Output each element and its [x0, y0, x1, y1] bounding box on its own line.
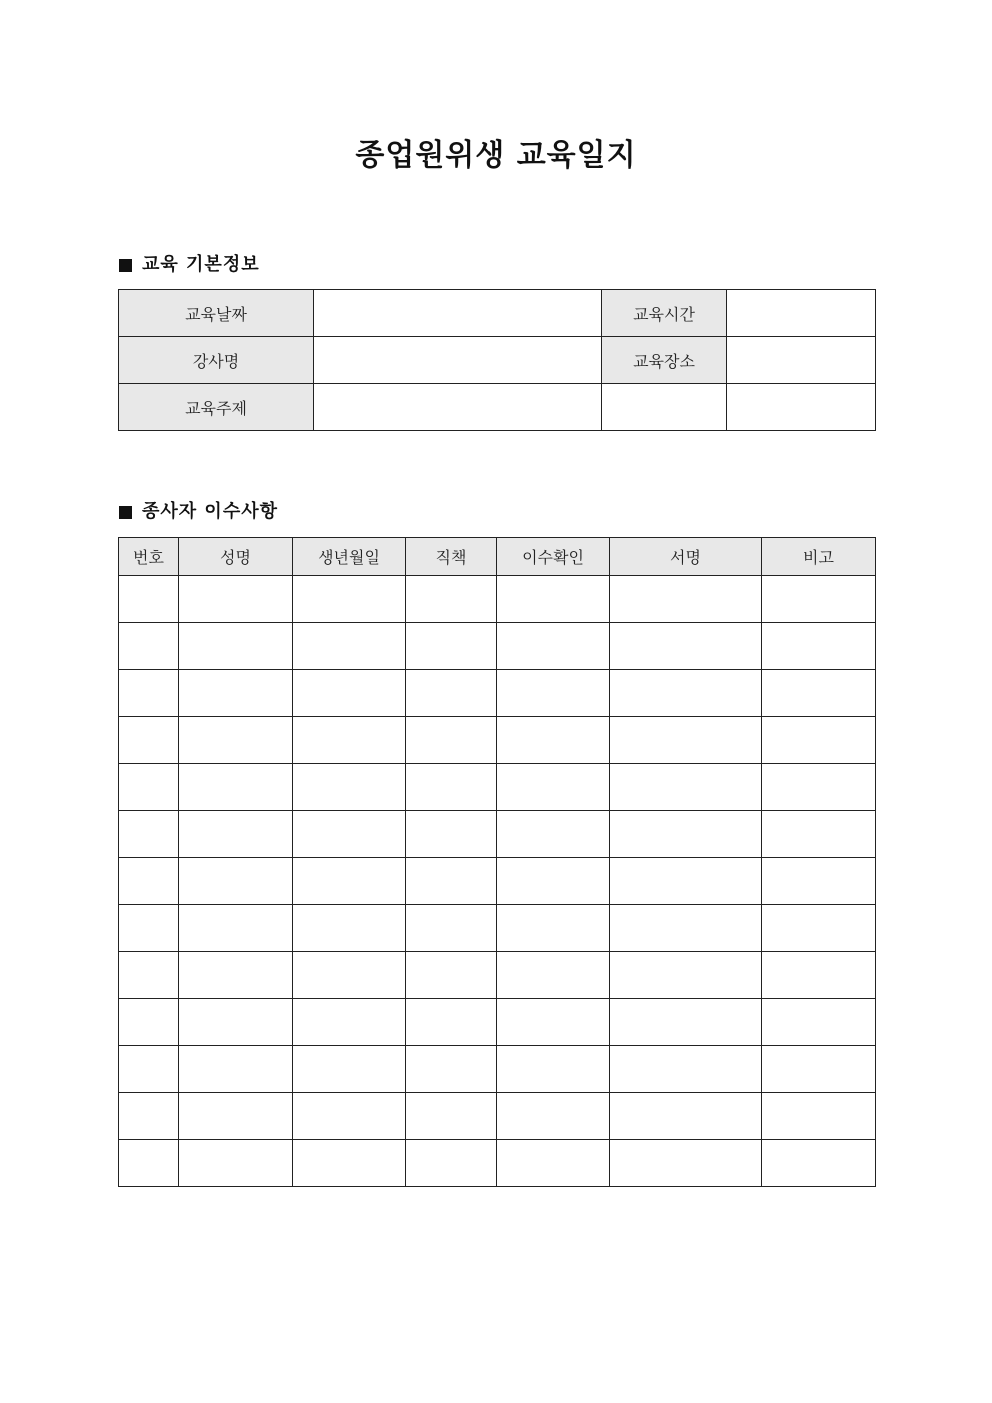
number-cell[interactable] — [119, 717, 179, 764]
signature-cell[interactable] — [610, 952, 762, 999]
number-cell[interactable] — [119, 764, 179, 811]
birthdate-cell[interactable] — [293, 1140, 406, 1187]
table-row — [119, 952, 876, 999]
column-header-signature: 서명 — [610, 538, 762, 576]
signature-cell[interactable] — [610, 999, 762, 1046]
completion-check-cell[interactable] — [497, 576, 610, 623]
position-cell[interactable] — [406, 999, 497, 1046]
birthdate-cell[interactable] — [293, 764, 406, 811]
completion-check-cell[interactable] — [497, 1046, 610, 1093]
table-row — [119, 764, 876, 811]
position-cell[interactable] — [406, 1046, 497, 1093]
number-cell[interactable] — [119, 811, 179, 858]
signature-cell[interactable] — [610, 576, 762, 623]
column-header-birthdate: 생년월일 — [293, 538, 406, 576]
instructor-name-field[interactable] — [314, 337, 602, 384]
position-cell[interactable] — [406, 623, 497, 670]
table-row — [119, 670, 876, 717]
birthdate-cell[interactable] — [293, 623, 406, 670]
number-cell[interactable] — [119, 1093, 179, 1140]
table-row — [119, 576, 876, 623]
birthdate-cell[interactable] — [293, 1093, 406, 1140]
label-education-place: 교육장소 — [602, 337, 727, 384]
signature-cell[interactable] — [610, 905, 762, 952]
completion-check-cell[interactable] — [497, 999, 610, 1046]
signature-cell[interactable] — [610, 858, 762, 905]
label-education-time: 교육시간 — [602, 290, 727, 337]
position-cell[interactable] — [406, 717, 497, 764]
basic-info-table — [118, 289, 876, 431]
name-cell[interactable] — [179, 811, 293, 858]
remarks-cell[interactable] — [762, 1140, 876, 1187]
number-cell[interactable] — [119, 576, 179, 623]
square-bullet-icon — [119, 259, 132, 272]
signature-cell[interactable] — [610, 1093, 762, 1140]
table-row — [119, 1093, 876, 1140]
signature-cell[interactable] — [610, 764, 762, 811]
table-row — [119, 290, 876, 337]
remarks-cell[interactable] — [762, 811, 876, 858]
name-cell[interactable] — [179, 576, 293, 623]
table-row — [119, 717, 876, 764]
number-cell[interactable] — [119, 623, 179, 670]
remarks-cell[interactable] — [762, 764, 876, 811]
table-row — [119, 384, 876, 431]
empty-cell[interactable] — [727, 384, 876, 431]
table-row — [119, 811, 876, 858]
name-cell[interactable] — [179, 670, 293, 717]
name-cell[interactable] — [179, 952, 293, 999]
education-place-field[interactable] — [727, 337, 876, 384]
birthdate-cell[interactable] — [293, 999, 406, 1046]
square-bullet-icon — [119, 506, 132, 519]
name-cell[interactable] — [179, 623, 293, 670]
column-header-name: 성명 — [179, 538, 293, 576]
section-heading-text: 교육 기본정보 — [142, 254, 260, 275]
completion-table — [118, 537, 876, 1187]
remarks-cell[interactable] — [762, 905, 876, 952]
section-heading-text: 종사자 이수사항 — [142, 501, 278, 522]
completion-check-cell[interactable] — [497, 952, 610, 999]
birthdate-cell[interactable] — [293, 717, 406, 764]
table-row — [119, 905, 876, 952]
remarks-cell[interactable] — [762, 670, 876, 717]
position-cell[interactable] — [406, 764, 497, 811]
remarks-cell[interactable] — [762, 1046, 876, 1093]
signature-cell[interactable] — [610, 1140, 762, 1187]
education-date-field[interactable] — [314, 290, 602, 337]
number-cell[interactable] — [119, 952, 179, 999]
section-heading-basic-info — [119, 253, 260, 277]
table-row — [119, 858, 876, 905]
remarks-cell[interactable] — [762, 952, 876, 999]
number-cell[interactable] — [119, 1140, 179, 1187]
completion-check-cell[interactable] — [497, 811, 610, 858]
number-cell[interactable] — [119, 1046, 179, 1093]
table-row — [119, 1046, 876, 1093]
position-cell[interactable] — [406, 811, 497, 858]
column-header-number: 번호 — [119, 538, 179, 576]
page-title: 종업원위생 교육일지 — [355, 138, 637, 173]
birthdate-cell[interactable] — [293, 905, 406, 952]
position-cell[interactable] — [406, 670, 497, 717]
education-topic-field[interactable] — [314, 384, 602, 431]
remarks-cell[interactable] — [762, 999, 876, 1046]
completion-check-cell[interactable] — [497, 858, 610, 905]
remarks-cell[interactable] — [762, 717, 876, 764]
position-cell[interactable] — [406, 1093, 497, 1140]
birthdate-cell[interactable] — [293, 858, 406, 905]
column-header-position: 직책 — [406, 538, 497, 576]
signature-cell[interactable] — [610, 811, 762, 858]
signature-cell[interactable] — [610, 670, 762, 717]
completion-check-cell[interactable] — [497, 1093, 610, 1140]
name-cell[interactable] — [179, 905, 293, 952]
name-cell[interactable] — [179, 858, 293, 905]
name-cell[interactable] — [179, 764, 293, 811]
name-cell[interactable] — [179, 1046, 293, 1093]
label-instructor-name: 강사명 — [119, 337, 314, 384]
table-row — [119, 623, 876, 670]
signature-cell[interactable] — [610, 1046, 762, 1093]
table-row — [119, 337, 876, 384]
column-header-remarks: 비고 — [762, 538, 876, 576]
number-cell[interactable] — [119, 670, 179, 717]
remarks-cell[interactable] — [762, 623, 876, 670]
education-time-field[interactable] — [727, 290, 876, 337]
position-cell[interactable] — [406, 905, 497, 952]
remarks-cell[interactable] — [762, 1093, 876, 1140]
name-cell[interactable] — [179, 717, 293, 764]
position-cell[interactable] — [406, 576, 497, 623]
birthdate-cell[interactable] — [293, 952, 406, 999]
completion-check-cell[interactable] — [497, 670, 610, 717]
birthdate-cell[interactable] — [293, 1046, 406, 1093]
label-education-date: 교육날짜 — [119, 290, 314, 337]
position-cell[interactable] — [406, 952, 497, 999]
table-row — [119, 1140, 876, 1187]
column-header-completion-check: 이수확인 — [497, 538, 610, 576]
number-cell[interactable] — [119, 999, 179, 1046]
name-cell[interactable] — [179, 999, 293, 1046]
completion-check-cell[interactable] — [497, 764, 610, 811]
position-cell[interactable] — [406, 858, 497, 905]
position-cell[interactable] — [406, 1140, 497, 1187]
signature-cell[interactable] — [610, 717, 762, 764]
label-education-topic: 교육주제 — [119, 384, 314, 431]
completion-check-cell[interactable] — [497, 717, 610, 764]
completion-check-cell[interactable] — [497, 905, 610, 952]
table-header-row — [119, 538, 876, 576]
number-cell[interactable] — [119, 905, 179, 952]
empty-cell[interactable] — [602, 384, 727, 431]
number-cell[interactable] — [119, 858, 179, 905]
name-cell[interactable] — [179, 1140, 293, 1187]
signature-cell[interactable] — [610, 623, 762, 670]
name-cell[interactable] — [179, 1093, 293, 1140]
remarks-cell[interactable] — [762, 858, 876, 905]
table-row — [119, 999, 876, 1046]
birthdate-cell[interactable] — [293, 811, 406, 858]
birthdate-cell[interactable] — [293, 576, 406, 623]
remarks-cell[interactable] — [762, 576, 876, 623]
completion-check-cell[interactable] — [497, 1140, 610, 1187]
section-heading-completion — [119, 500, 278, 524]
completion-check-cell[interactable] — [497, 623, 610, 670]
birthdate-cell[interactable] — [293, 670, 406, 717]
